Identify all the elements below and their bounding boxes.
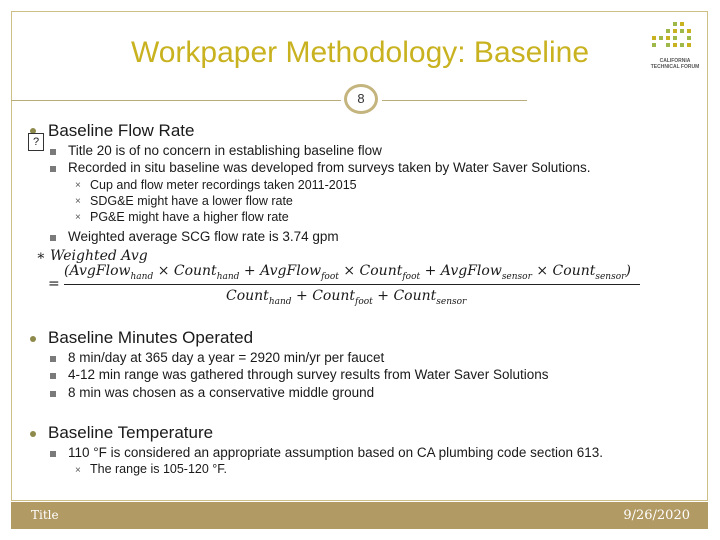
- temperature-subitem: The range is 105-120 °F.: [90, 462, 228, 476]
- square-bullet-icon: [50, 235, 56, 241]
- logo-text-line1: CALIFORNIA: [659, 58, 691, 64]
- bullet-dot: [30, 431, 36, 437]
- logo-dot: [652, 43, 656, 47]
- flow-item-2: Recorded in situ baseline was developed from surveys taken by Water Saver Solutions.: [68, 160, 591, 175]
- formula-times: ×: [536, 263, 549, 279]
- square-bullet-icon: [50, 356, 56, 362]
- formula-times: ×: [157, 263, 170, 279]
- formula-den-count-foot: Count: [312, 288, 355, 304]
- logo-dot: [680, 22, 684, 26]
- formula-numerator: [64, 263, 631, 282]
- header-divider-left: [11, 100, 341, 101]
- slide-title: Workpaper Methodology: Baseline: [130, 36, 590, 69]
- formula-sub-sensor: sensor: [595, 271, 626, 282]
- logo-dot: [666, 29, 670, 33]
- formula-sub-foot: foot: [355, 296, 373, 307]
- flow-weighted-item: Weighted average SCG flow rate is 3.74 gpm: [68, 229, 339, 244]
- formula-plus: +: [377, 288, 389, 304]
- formula-denominator: [226, 288, 466, 307]
- formula-den-count-sensor: Count: [393, 288, 437, 304]
- section-heading-flow-rate: Baseline Flow Rate: [48, 121, 195, 140]
- footer-date: 9/26/2020: [623, 508, 690, 523]
- square-bullet-icon: [50, 166, 56, 172]
- minutes-item-3: 8 min was chosen as a conservative middle ground: [68, 385, 375, 400]
- formula-count-foot: Count: [359, 263, 403, 279]
- formula-den-count-hand: Count: [226, 288, 269, 304]
- flow-item-1: Title 20 is of no concern in establishing baseline flow: [68, 143, 382, 158]
- flow-subitem-3: PG&E might have a higher flow rate: [90, 210, 289, 224]
- logo-dot: [659, 36, 663, 40]
- header-divider-right: [382, 100, 527, 101]
- formula-avgflow-hand: AvgFlow: [69, 263, 131, 279]
- section-heading-minutes: Baseline Minutes Operated: [48, 328, 254, 347]
- square-bullet-icon: [50, 391, 56, 397]
- logo-text-line2: TECHNICAL FORUM: [650, 64, 700, 70]
- temperature-item: 110 °F is considered an appropriate assumption based on CA plumbing code section 613.: [68, 445, 603, 460]
- formula-times: ×: [343, 263, 356, 279]
- formula-lhs: ∗ Weighted Avg: [36, 248, 148, 264]
- formula-fraction-bar: [64, 284, 640, 285]
- formula-count-hand: Count: [173, 263, 217, 279]
- formula-avgflow-foot: AvgFlow: [260, 263, 322, 279]
- formula-plus: +: [243, 263, 256, 279]
- formula-plus: +: [424, 263, 437, 279]
- logo-dot: [680, 29, 684, 33]
- logo-dot: [687, 29, 691, 33]
- formula-sub-foot: foot: [321, 271, 339, 282]
- logo-dot: [673, 22, 677, 26]
- formula-sub-hand: hand: [130, 271, 154, 282]
- formula-sub-sensor: sensor: [436, 296, 467, 307]
- x-bullet-icon: ×: [75, 180, 81, 191]
- footer-bar: [11, 502, 708, 529]
- formula-plus: +: [296, 288, 308, 304]
- logo-dot: [687, 36, 691, 40]
- formula-paren-close: ): [625, 263, 631, 279]
- minutes-item-2: 4-12 min range was gathered through survey results from Water Saver Solutions: [68, 367, 549, 382]
- logo-dot: [673, 43, 677, 47]
- flow-subitem-1: Cup and flow meter recordings taken 2011-2015: [90, 178, 357, 192]
- square-bullet-icon: [50, 451, 56, 457]
- logo-dot: [680, 43, 684, 47]
- square-bullet-icon: [50, 149, 56, 155]
- logo-dot: [673, 29, 677, 33]
- bullet-dot: [30, 336, 36, 342]
- formula-avgflow-sensor: AvgFlow: [440, 263, 502, 279]
- logo-dot: [673, 36, 677, 40]
- footer-title: Title: [31, 508, 59, 522]
- logo-dot: [652, 36, 656, 40]
- logo-dot: [687, 43, 691, 47]
- formula-sub-foot: foot: [402, 271, 421, 282]
- x-bullet-icon: ×: [75, 212, 81, 223]
- minutes-item-1: 8 min/day at 365 day a year = 2920 min/yr per faucet: [68, 350, 385, 365]
- flow-subitem-2: SDG&E might have a lower flow rate: [90, 194, 293, 208]
- formula-count-sensor: Count: [552, 263, 596, 279]
- formula-sub-hand: hand: [216, 271, 240, 282]
- logo-dot: [666, 43, 670, 47]
- logo-text: [646, 58, 704, 70]
- section-heading-temperature: Baseline Temperature: [48, 423, 214, 442]
- formula-sub-hand: hand: [268, 296, 292, 307]
- formula-paren-open: (: [64, 263, 70, 279]
- missing-glyph-icon: ?: [28, 133, 44, 151]
- x-bullet-icon: ×: [75, 465, 81, 476]
- page-number-badge: 8: [344, 84, 378, 114]
- x-bullet-icon: ×: [75, 196, 81, 207]
- logo-dot: [666, 36, 670, 40]
- square-bullet-icon: [50, 373, 56, 379]
- formula-equals: =: [48, 276, 60, 292]
- formula-sub-sensor: sensor: [501, 271, 532, 282]
